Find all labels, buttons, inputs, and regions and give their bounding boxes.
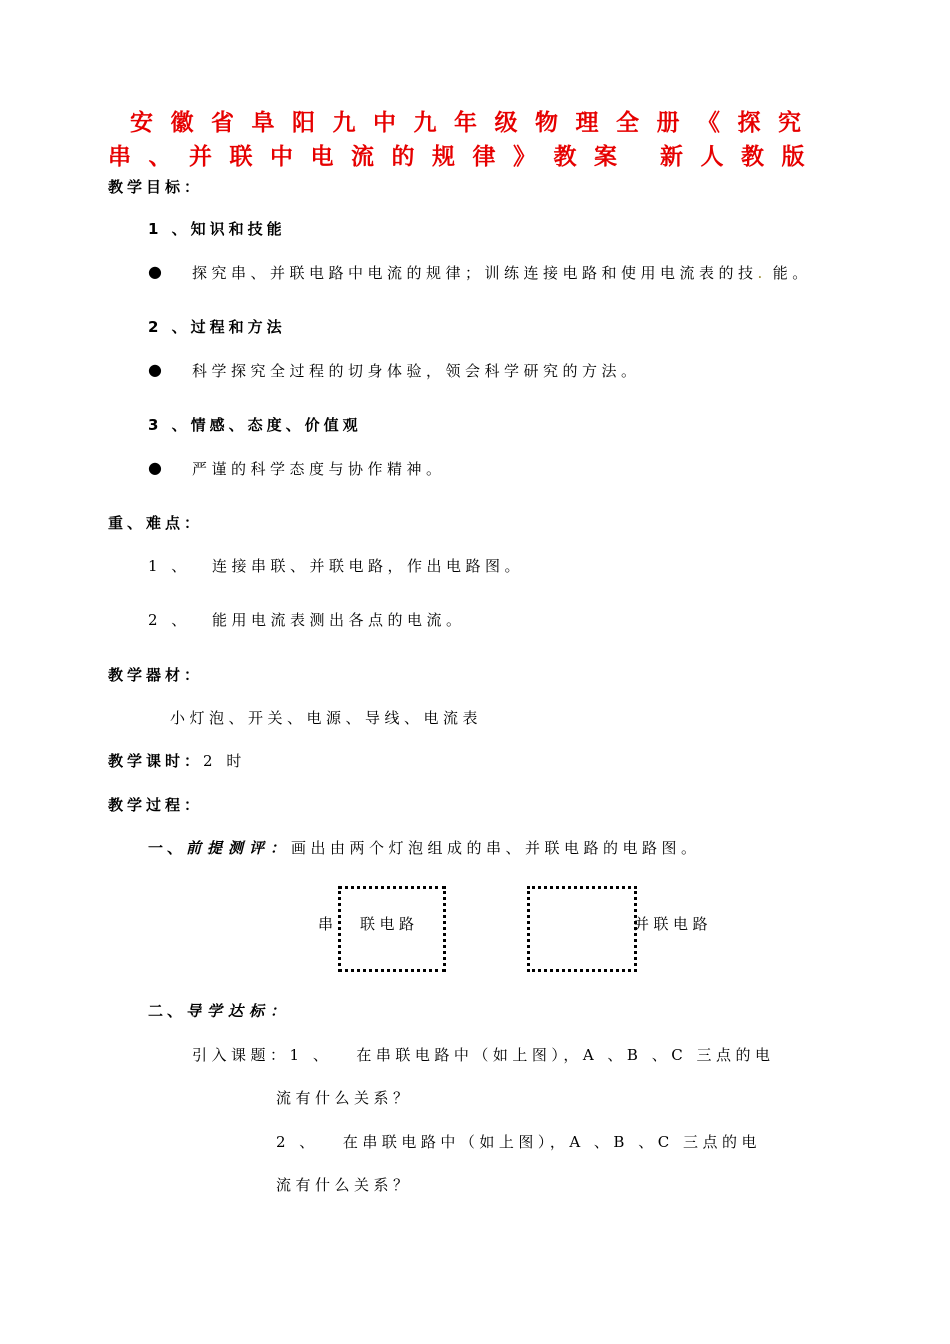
objective-3-label: 3 、情感、态度、价值观 — [148, 416, 362, 434]
parallel-circuit-box — [527, 886, 637, 972]
bullet-icon: ● — [148, 360, 162, 379]
series-label-rest: 联电路 — [360, 915, 419, 933]
process-heading: 教学过程： — [108, 796, 204, 814]
parallel-label: 并联电路 — [634, 915, 713, 933]
lesson-time: 教学课时：2 时 — [108, 752, 246, 770]
key-points-heading: 重、难点： — [108, 514, 204, 532]
objective-2-text: 科学探究全过程的切身体验，领会科学研究的方法。 — [192, 362, 641, 380]
objective-1-label: 1 、知识和技能 — [148, 220, 286, 238]
equipment-list: 小灯泡、开关、电源、导线、电流表 — [170, 709, 483, 727]
part-1-line: 一、前提测评：画出由两个灯泡组成的串、并联电路的电路图。 — [148, 839, 701, 857]
key-point-2-num: 2 、 — [148, 611, 191, 629]
key-point-2-text: 能用电流表测出各点的电流。 — [212, 611, 466, 629]
key-point-1-text: 连接串联、并联电路，作出电路图。 — [212, 557, 525, 575]
page-title-line-1: 安徽省阜阳九中九年级物理全册《探究 — [130, 110, 819, 136]
key-point-1-num: 1 、 — [148, 557, 191, 575]
question-1-line: 引入课题：1 、 在串联电路中（如上图），A 、B 、C 三点的电 — [192, 1046, 775, 1064]
bullet-icon: ● — [148, 262, 162, 281]
series-label-char: 串 — [318, 915, 338, 933]
question-2-line: 2 、 在串联电路中（如上图），A 、B 、C 三点的电 — [276, 1133, 761, 1151]
objective-1-text: 探究串、并联电路中电流的规律；训练连接电路和使用电流表的技. 能。 — [192, 264, 812, 282]
objectives-heading: 教学目标： — [108, 178, 204, 196]
question-1-continuation: 流有什么关系？ — [276, 1089, 413, 1107]
equipment-heading: 教学器材： — [108, 666, 204, 684]
question-2-continuation: 流有什么关系？ — [276, 1176, 413, 1194]
bullet-icon: ● — [148, 458, 162, 477]
page-title-line-2: 串、并联中电流的规律》教案 新人教版 — [108, 144, 823, 170]
part-2-line: 二、导学达标： — [148, 1002, 292, 1020]
objective-2-label: 2 、过程和方法 — [148, 318, 286, 336]
objective-3-text: 严谨的科学态度与协作精神。 — [192, 460, 446, 478]
